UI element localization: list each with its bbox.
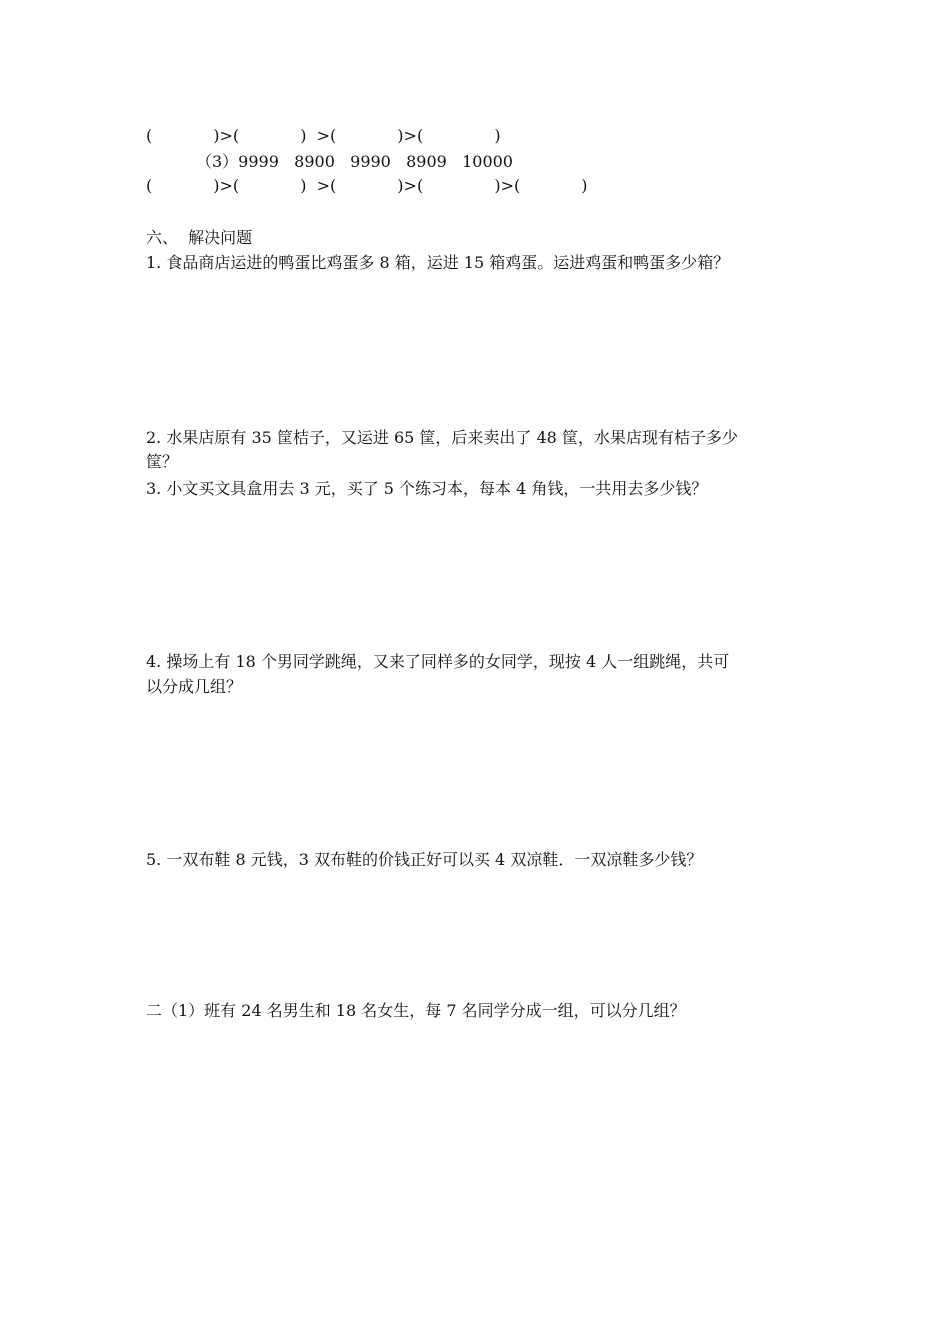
problem-2-line-2: 筐？ (146, 452, 179, 471)
comparison-row-1: ( )>( ) >( )>( ) (146, 126, 501, 145)
problem-4-line-1: 4. 操场上有 18 个男同学跳绳，又来了同样多的女同学，现按 4 人一组跳绳，共可 (146, 652, 730, 671)
comparison-row-2: ( )>( ) >( )>( )>( ) (146, 176, 588, 195)
problem-3: 3. 小文买文具盒用去 3 元，买了 5 个练习本，每本 4 角钱，一共用去多少钱？ (146, 479, 708, 498)
problem-2-line-1: 2. 水果店原有 35 筐桔子，又运进 65 筐，后来卖出了 48 筐，水果店现有桔子多少 (146, 428, 738, 447)
problem-1: 1. 食品商店运进的鸭蛋比鸡蛋多 8 箱，运进 15 箱鸡蛋。运进鸡蛋和鸭蛋多少箱？ (146, 253, 730, 272)
section-heading: 六、 解决问题 (146, 228, 253, 247)
problem-6: 二（1）班有 24 名男生和 18 名女生，每 7 名同学分成一组，可以分几组？ (146, 1001, 686, 1020)
comparison-item-3: （3）9999 8900 9990 8909 10000 (196, 152, 513, 171)
problem-4-line-2: 以分成几组？ (146, 677, 243, 696)
problem-5: 5. 一双布鞋 8 元钱，3 双布鞋的价钱正好可以买 4 双凉鞋．一双凉鞋多少钱？ (146, 850, 703, 869)
